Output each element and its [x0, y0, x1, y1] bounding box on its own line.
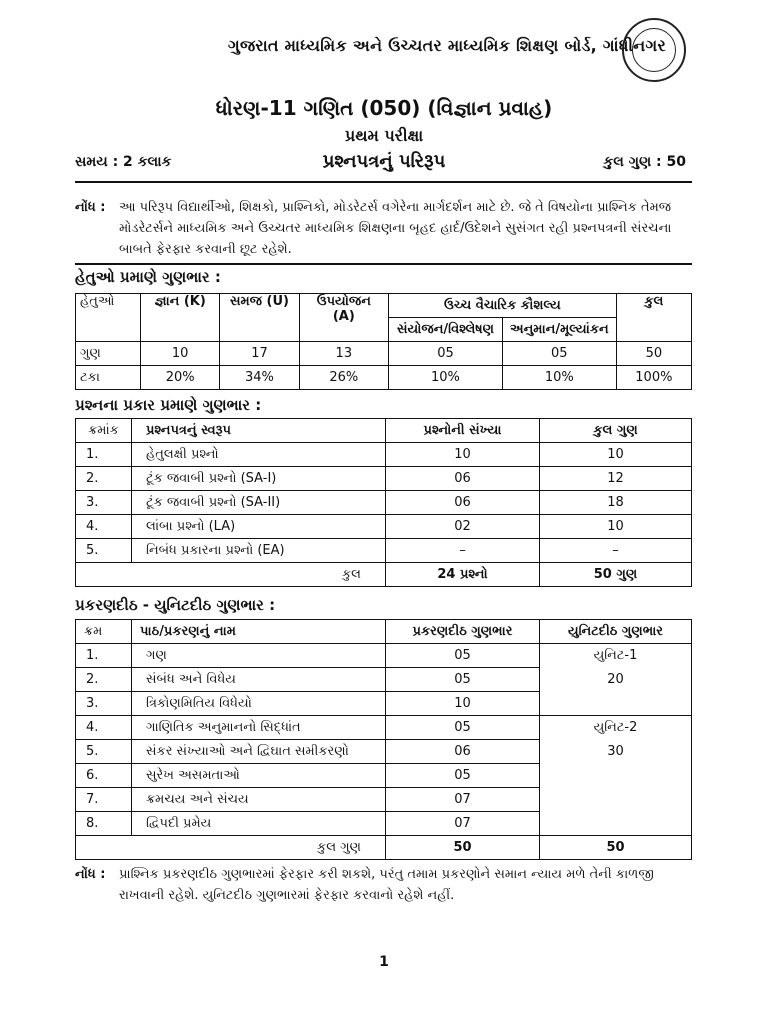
chapters-table — [75, 619, 692, 860]
table-cell: 10% — [389, 366, 503, 390]
header-cell: ઉપયોજન (A) — [299, 294, 388, 342]
table-cell: 06 — [386, 467, 540, 491]
table-cell: 05 — [386, 764, 540, 788]
question-types-table — [75, 418, 692, 587]
table-cell: – — [540, 539, 692, 563]
table-cell: 3. — [76, 692, 132, 716]
header-cell: ક્રમ — [76, 620, 132, 644]
table-cell: 10 — [386, 443, 540, 467]
table-row — [76, 342, 692, 366]
header-cell: પ્રશ્નપત્રનું સ્વરૂપ — [132, 419, 386, 443]
table-row — [76, 443, 692, 467]
exam-name: પ્રથમ પરીક્ષા — [344, 126, 424, 145]
table-cell: 05 — [389, 342, 503, 366]
table-cell: સંકર સંખ્યાઓ અને દ્વિઘાત સમીકરણો — [132, 740, 386, 764]
table-cell: 02 — [386, 515, 540, 539]
total-chapter-marks: 50 — [386, 836, 540, 860]
blueprint-title: પ્રશ્નપત્રનું પરિરૂપ — [322, 151, 446, 172]
divider — [75, 181, 692, 183]
table-cell: 17 — [220, 342, 299, 366]
header-cell: પ્રશ્નોની સંખ્યા — [386, 419, 540, 443]
header-cell: પાઠ/પ્રકરણનું નામ — [132, 620, 386, 644]
table-cell: લાંબા પ્રશ્નો (LA) — [132, 515, 386, 539]
table-row — [76, 467, 692, 491]
header-cell: હેતુઓ — [76, 294, 141, 342]
unit-name: યુનિટ-2 — [593, 720, 638, 735]
table-cell: 2. — [76, 668, 132, 692]
note-footer — [75, 864, 695, 908]
divider — [75, 263, 692, 265]
unit-marks: 20 — [607, 672, 624, 687]
table-row — [76, 491, 692, 515]
header-cell: ઉચ્ચ વૈચારિક કૌશલ્ય — [389, 294, 617, 318]
table-cell: ગાણિતિક અનુમાનનો સિદ્ધાંત — [132, 716, 386, 740]
table-cell: 05 — [386, 716, 540, 740]
header-cell: યુનિટદીઠ ગુણભાર — [540, 620, 692, 644]
table-cell: ગણ — [132, 644, 386, 668]
table-cell: 4. — [76, 515, 132, 539]
table-cell: 5. — [76, 740, 132, 764]
table-cell: ક્રમચય અને સંચય — [132, 788, 386, 812]
chapters-heading: પ્રકરણદીઠ - યુનિટદીઠ ગુણભાર : — [75, 596, 276, 614]
table-cell: 8. — [76, 812, 132, 836]
table-cell: 06 — [386, 491, 540, 515]
total-unit-marks: 50 — [540, 836, 692, 860]
unit-name: યુનિટ-1 — [593, 648, 638, 663]
table-cell: ટૂંક જવાબી પ્રશ્નો (SA-I) — [132, 467, 386, 491]
table-cell: 07 — [386, 812, 540, 836]
table-row — [76, 515, 692, 539]
table-cell: સંબંધ અને વિધેય — [132, 668, 386, 692]
table-cell: ટૂંક જવાબી પ્રશ્નો (SA-II) — [132, 491, 386, 515]
objectives-heading: હેતુઓ પ્રમાણે ગુણભાર : — [75, 268, 221, 286]
table-cell: સુરેખ અસમતાઓ — [132, 764, 386, 788]
note-text: પ્રાશ્નિક પ્રકરણદીઠ ગુણભારમાં ફેરફાર કરી શકશે, પરંતુ તમામ પ્રકરણોને સમાન ન્યાય મળે તેની કાળજી રાખવાની રહેશે. યુનિટદીઠ ગુણભારમાં ફેરફાર કરવાનો રહેશે નહીં. — [119, 867, 654, 903]
header-cell: કુલ ગુણ — [540, 419, 692, 443]
header-cell: કુલ — [616, 294, 691, 342]
unit-2-cell — [540, 716, 692, 836]
table-cell: ટકા — [76, 366, 141, 390]
table-cell: 2. — [76, 467, 132, 491]
question-types-heading: પ્રશ્નના પ્રકાર પ્રમાણે ગુણભાર : — [75, 396, 262, 414]
board-name: ગુજરાત માધ્યમિક અને ઉચ્ચતર માધ્યમિક શિક્ષણ બોર્ડ, ગાંધીનગર — [228, 36, 667, 55]
header-cell: ક્રમાંક — [76, 419, 132, 443]
table-cell: નિબંધ પ્રકારના પ્રશ્નો (EA) — [132, 539, 386, 563]
table-cell: 07 — [386, 788, 540, 812]
header-cell: પ્રકરણદીઠ ગુણભાર — [386, 620, 540, 644]
note-intro — [75, 197, 695, 263]
table-cell: 10 — [540, 515, 692, 539]
total-marks: કુલ ગુણ : 50 — [603, 154, 686, 170]
table-cell: 10 — [386, 692, 540, 716]
table-cell: 1. — [76, 644, 132, 668]
sub-header-cell: અનુમાન/મૂલ્યાંકન — [502, 318, 616, 342]
table-cell: ગુણ — [76, 342, 141, 366]
table-cell: 12 — [540, 467, 692, 491]
total-row — [76, 563, 692, 587]
total-label: કુલ ગુણ — [76, 836, 386, 860]
total-row — [76, 836, 692, 860]
table-cell: 6. — [76, 764, 132, 788]
table-cell: 05 — [502, 342, 616, 366]
table-row — [76, 539, 692, 563]
sub-header-cell: સંયોજન/વિશ્લેષણ — [389, 318, 503, 342]
table-row — [76, 366, 692, 390]
table-cell: 10 — [141, 342, 220, 366]
table-cell: 5. — [76, 539, 132, 563]
exam-time: સમય : 2 કલાક — [75, 154, 172, 170]
note-label: નોંધ : — [75, 200, 106, 215]
table-cell: ત્રિકોણમિતિય વિધેયો — [132, 692, 386, 716]
table-cell: 05 — [386, 668, 540, 692]
table-cell: 3. — [76, 491, 132, 515]
table-cell: 26% — [299, 366, 388, 390]
objectives-table — [75, 293, 692, 390]
unit-1-cell — [540, 644, 692, 716]
note-text: આ પરિરૂપ વિદ્યાર્થીઓ, શિક્ષકો, પ્રાશ્નિકો, મોડરેટર્સ વગેરેના માર્ગદર્શન માટે છે. જે તે વિષયોના પ્રાશ્નિક તેમજ મોડરેટર્સને માધ્યમિક અને ઉચ્ચતર માધ્યમિક શિક્ષણના બૃહદ હાર્દ/ઉદેશને સુસંગત રહી પ્રશ્નપત્રની સંરચના બાબતે ફેરફાર કરવાની છૂટ રહેશે. — [119, 200, 672, 257]
table-cell: 10% — [502, 366, 616, 390]
table-cell: 7. — [76, 788, 132, 812]
table-row — [76, 716, 692, 740]
table-cell: 50 — [616, 342, 691, 366]
unit-marks: 30 — [607, 744, 624, 759]
table-cell: 34% — [220, 366, 299, 390]
total-label: કુલ — [76, 563, 386, 587]
total-questions: 24 પ્રશ્નો — [386, 563, 540, 587]
table-cell: 06 — [386, 740, 540, 764]
table-cell: 13 — [299, 342, 388, 366]
total-marks-cell: 50 ગુણ — [540, 563, 692, 587]
header-cell: સમજ (U) — [220, 294, 299, 342]
header-cell: જ્ઞાન (K) — [141, 294, 220, 342]
table-row — [76, 644, 692, 668]
table-cell: 05 — [386, 644, 540, 668]
table-cell: 18 — [540, 491, 692, 515]
table-cell: 20% — [141, 366, 220, 390]
table-cell: 100% — [616, 366, 691, 390]
note-label: નોંધ : — [75, 867, 106, 882]
table-cell: 1. — [76, 443, 132, 467]
table-cell: 4. — [76, 716, 132, 740]
table-cell: હેતુલક્ષી પ્રશ્નો — [132, 443, 386, 467]
table-cell: દ્વિપદી પ્રમેય — [132, 812, 386, 836]
table-cell: – — [386, 539, 540, 563]
table-cell: 10 — [540, 443, 692, 467]
page-title: ધોરણ-11 ગણિત (050) (વિજ્ઞાન પ્રવાહ) — [215, 96, 553, 120]
page-number: 1 — [379, 954, 389, 970]
